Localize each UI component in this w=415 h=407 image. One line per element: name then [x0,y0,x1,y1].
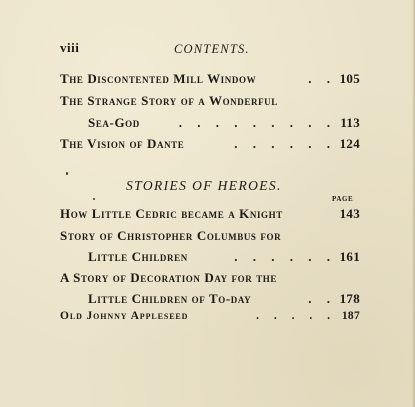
toc-entry-title: How Little Cedric became a Knight [60,206,283,221]
toc-entry [60,93,360,113]
toc-entry [60,206,360,226]
toc-entry-leaders: . . . . . . . . . [178,115,336,130]
toc-entry-page: 187 [341,310,360,322]
toc-entry-page: 161 [339,249,360,264]
toc-entry-leaders: . . [308,291,336,306]
toc-entry-title: Story of Christopher Columbus for [60,228,282,243]
ink-speck [93,198,95,200]
toc-entry-page: 178 [339,291,360,306]
toc-entry [60,310,360,330]
toc-entry [88,291,360,311]
toc-entry [88,249,360,269]
toc-entry-title: Little Children [88,249,188,264]
toc-entry [60,270,360,290]
toc-entry-page: 105 [339,71,360,86]
toc-entry [60,136,360,156]
toc-entry-leaders: . . [308,71,336,86]
toc-entry-title: The Discontented Mill Window [60,71,257,86]
toc-entry-page: 113 [340,115,360,130]
toc-entry-leaders: . . . . . [256,310,336,322]
page-number: viii [60,40,80,55]
toc-entry-title: Little Children of To-day [88,291,252,306]
toc-entry [60,71,360,91]
toc-entry-page: 143 [339,206,360,221]
section-heading: STORIES OF HEROES. [126,178,282,193]
toc-entry-title: The Strange Story of a Wonderful [60,93,278,108]
ink-speck [66,172,68,175]
page-column-label: PAGE [332,195,354,203]
running-head: CONTENTS. [174,42,250,56]
toc-entry-leaders: . . . . . . [234,136,336,151]
toc-entry-title: Sea-God [88,115,140,130]
toc-entry-page: 124 [339,136,360,151]
toc-entry-title: Old Johnny Appleseed [60,310,189,322]
toc-entry [60,228,360,248]
toc-entry [88,115,360,135]
toc-entry-title: A Story of Decoration Day for the [60,270,278,285]
toc-entry-leaders: . . . . . . [234,249,336,264]
toc-entry-title: The Vision of Dante [60,136,185,151]
